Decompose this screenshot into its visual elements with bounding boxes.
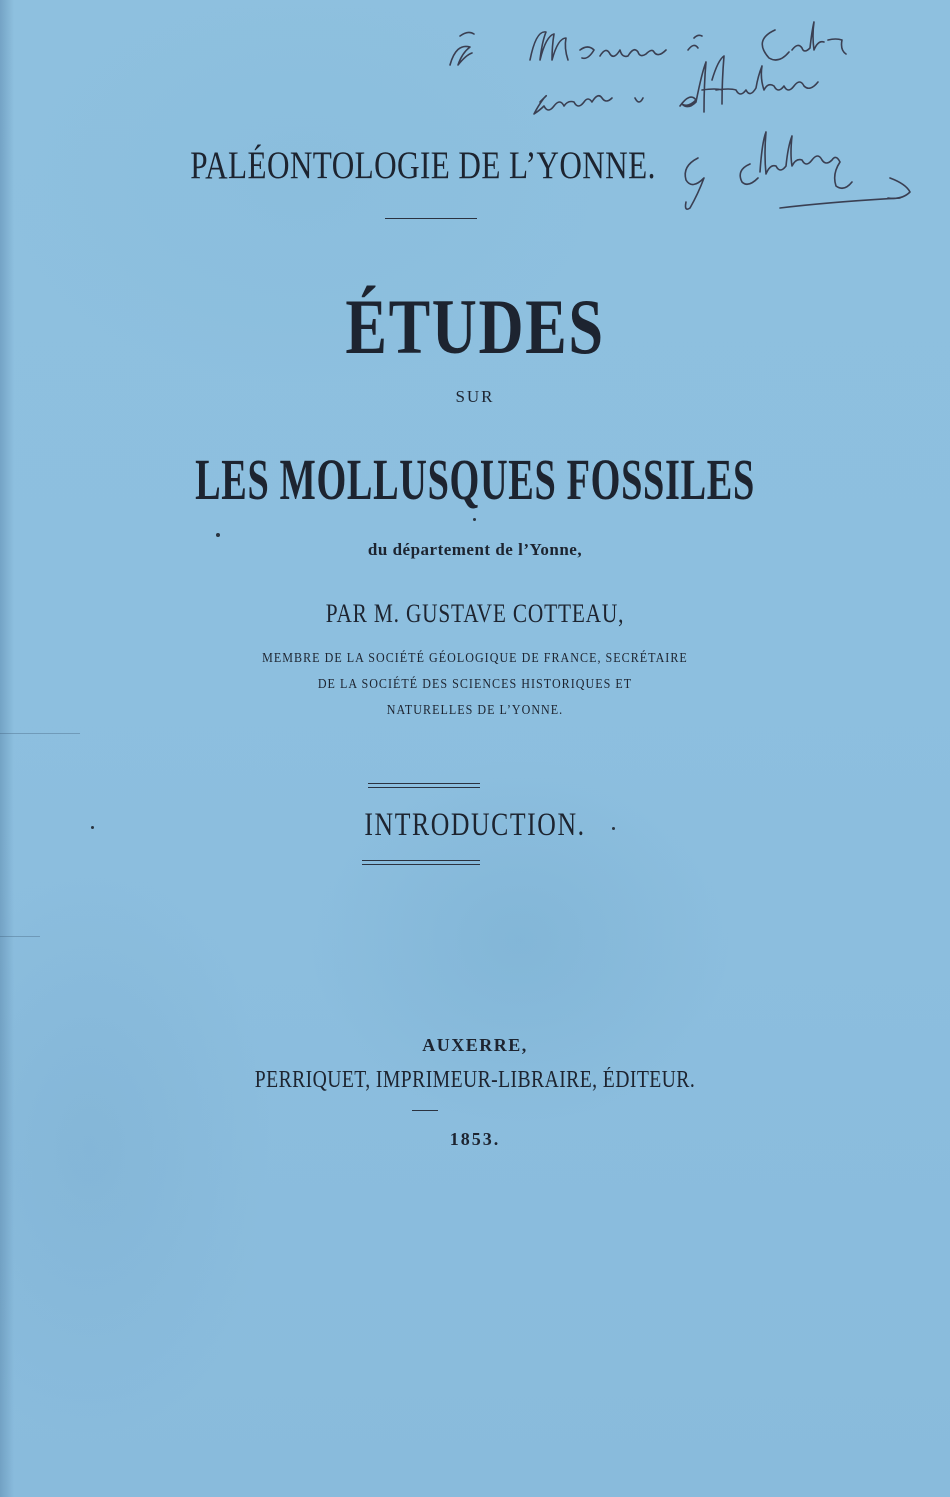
paper-tear-mark [0, 936, 40, 937]
imprint-divider [412, 1110, 438, 1111]
imprint-publisher: PERRIQUET, IMPRIMEUR-LIBRAIRE, ÉDITEUR. [254, 1067, 696, 1093]
affiliation-line: NATURELLES DE L’YONNE. [386, 703, 564, 718]
paper-edge-shadow [0, 0, 14, 1497]
imprint-place: AUXERRE, [422, 1035, 528, 1055]
subtitle: LES MOLLUSQUES FOSSILES [195, 447, 755, 512]
paper-speck [91, 826, 94, 829]
section-divider-top [368, 783, 480, 788]
author-line: PAR M. GUSTAVE COTTEAU, [325, 599, 625, 628]
paper-tear-mark [0, 733, 80, 734]
section-divider-bottom [362, 860, 480, 865]
handwritten-inscription [420, 10, 920, 220]
main-title: ÉTUDES [345, 283, 605, 370]
imprint-year: 1853. [449, 1129, 501, 1149]
subtitle-detail: du département de l’Yonne, [367, 540, 583, 559]
paper-speck [473, 518, 476, 521]
series-title: PALÉONTOLOGIE DE L’YONNE. [190, 144, 656, 187]
title-connector: SUR [455, 387, 495, 406]
section-heading: INTRODUCTION. [364, 807, 586, 843]
affiliation-line: MEMBRE DE LA SOCIÉTÉ GÉOLOGIQUE DE FRANCE, SECRÉTAIRE [262, 651, 688, 666]
paper-speck [216, 533, 220, 537]
affiliation-line: DE LA SOCIÉTÉ DES SCIENCES HISTORIQUES ET [317, 677, 633, 692]
title-divider [385, 218, 477, 219]
